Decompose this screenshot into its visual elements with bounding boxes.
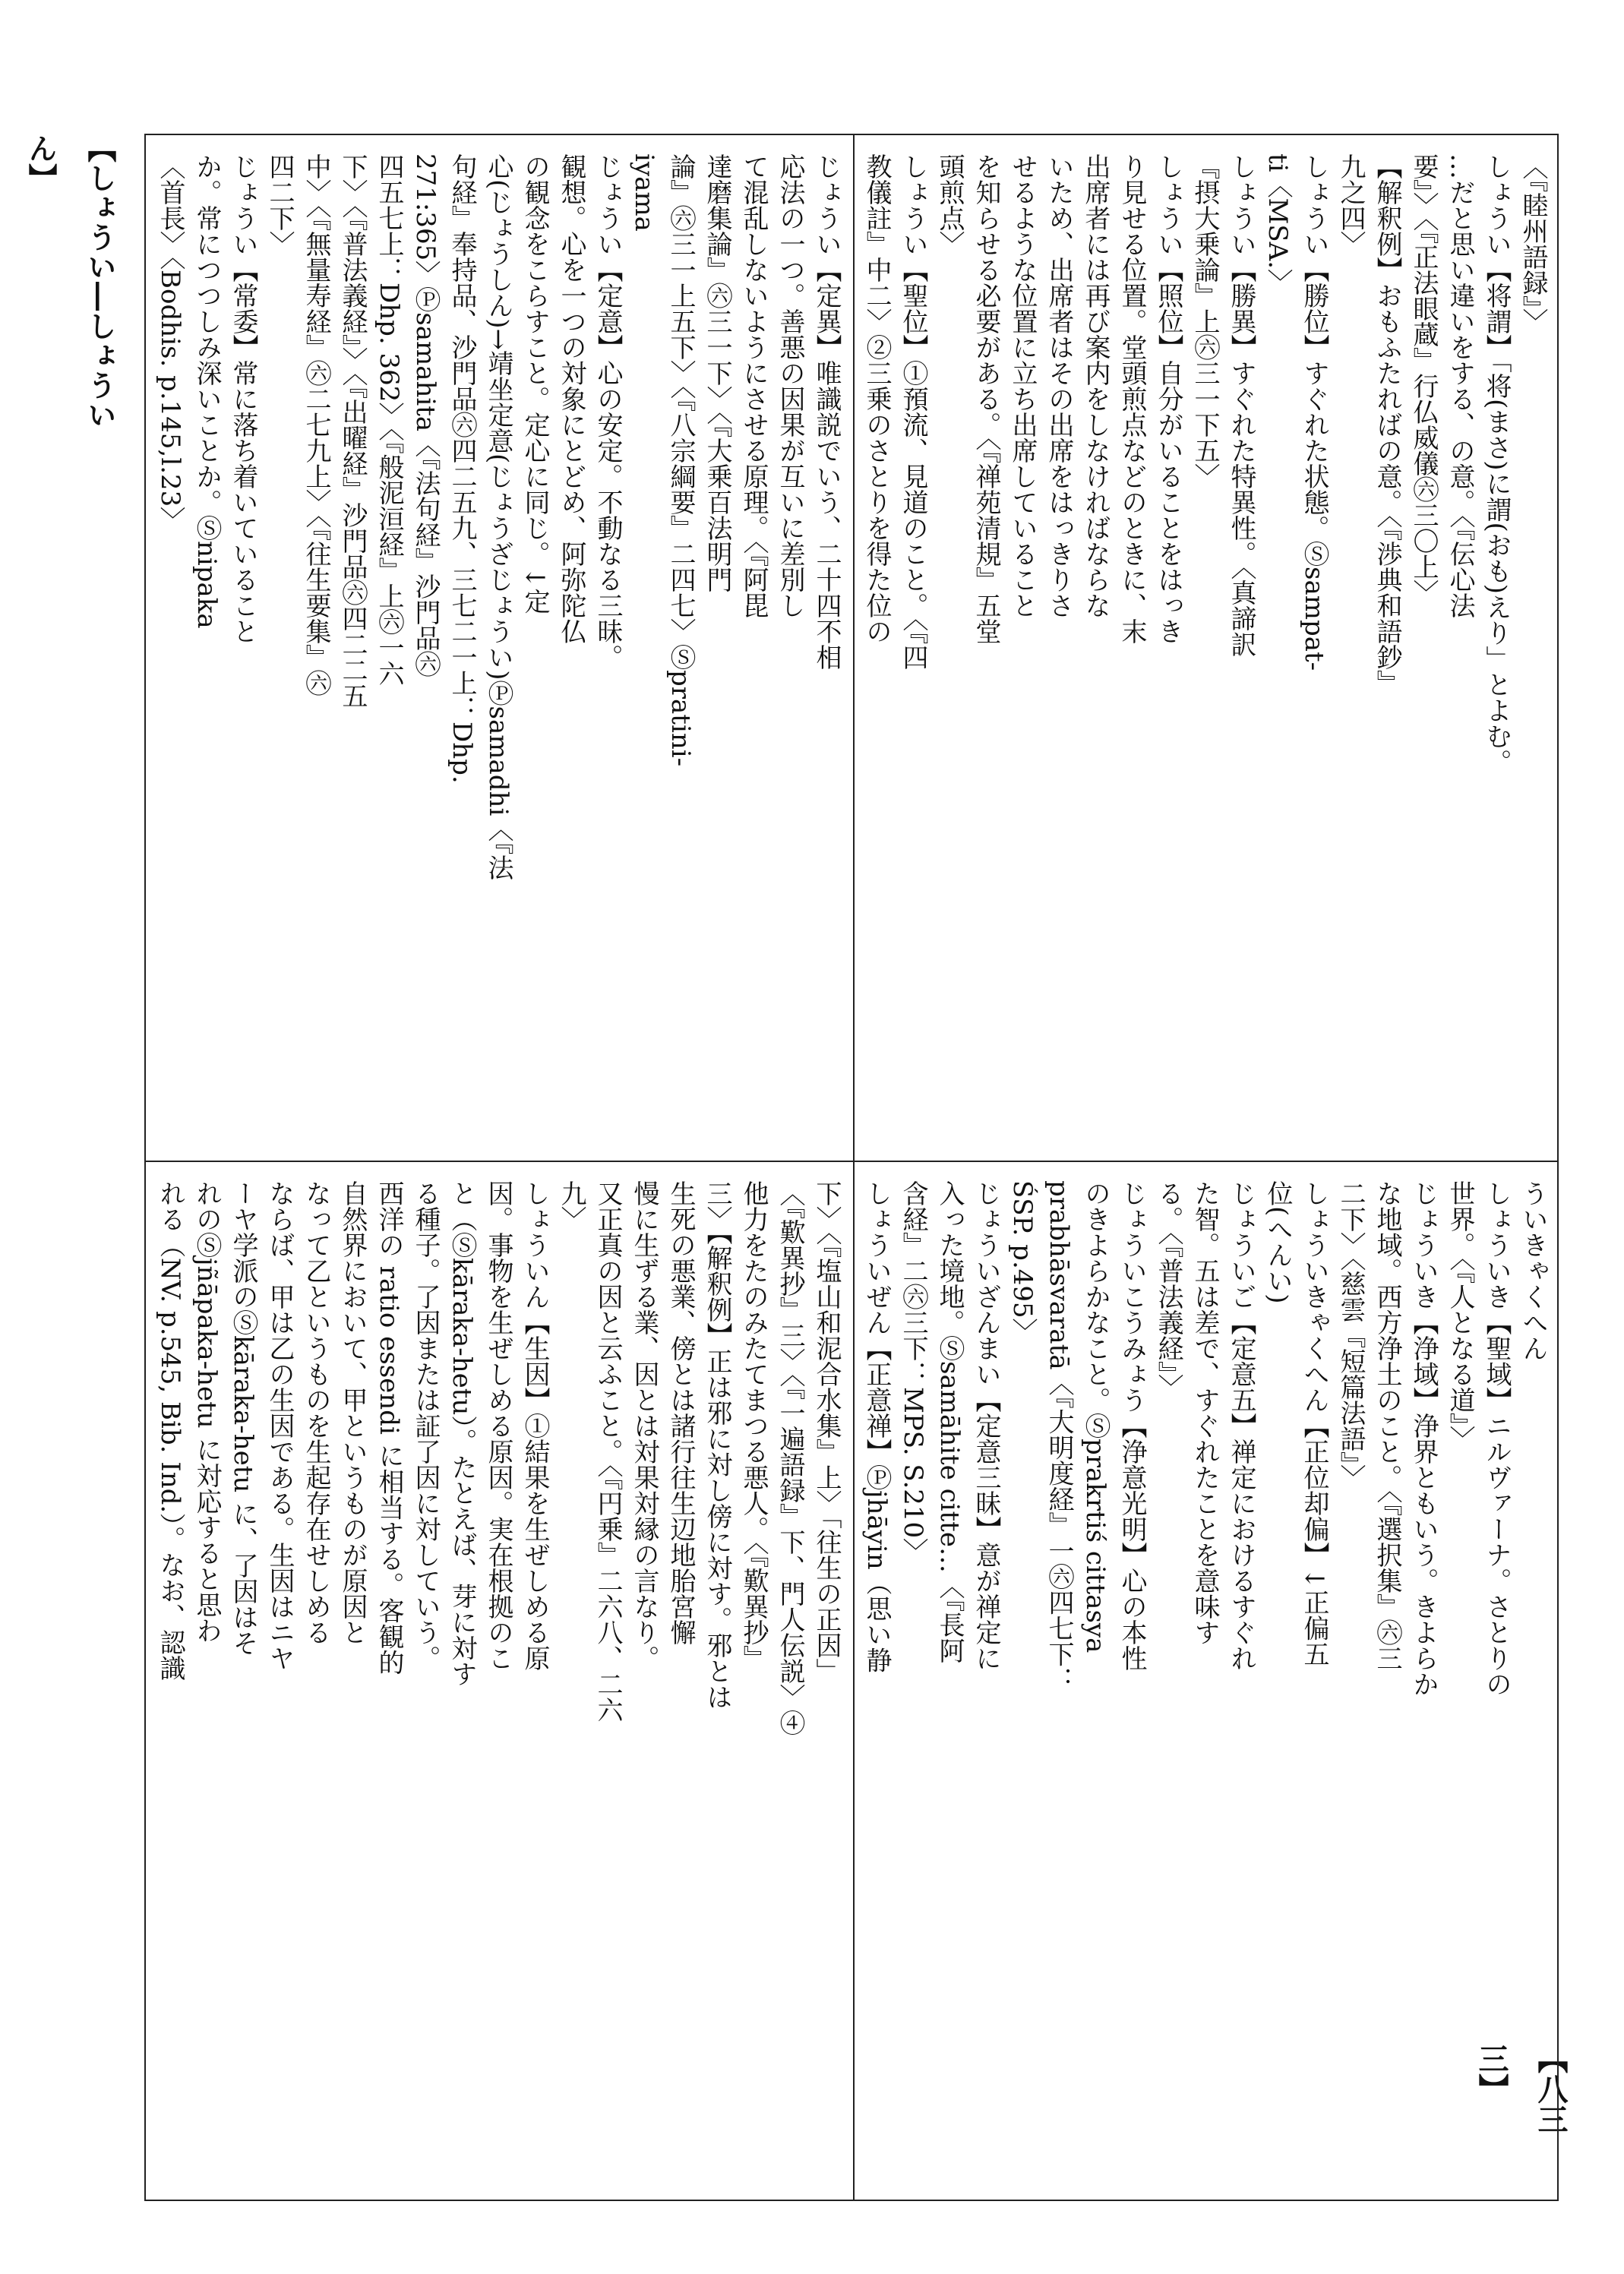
entry-line: 世界。〈『人となる道』〉 bbox=[1445, 1180, 1475, 1451]
entry-line: ーヤ学派のⓈkāraka-hetu に、了因はそ bbox=[228, 1180, 258, 1657]
entry-line: 因。事物を生ぜしめる原因。実在根拠のこ bbox=[483, 1180, 513, 1671]
entry-line: 教儀註』中二〉②三乗のさとりを得た位の bbox=[861, 153, 892, 644]
entry-line: iyama bbox=[629, 153, 659, 232]
entry-line: 位(へんい) bbox=[1262, 1180, 1293, 1304]
entry-line: のきよらかなこと。Ⓢprakrtiś cittasya bbox=[1080, 1180, 1111, 1653]
tier-2 bbox=[153, 149, 845, 1145]
entry bbox=[931, 153, 1186, 1141]
entry bbox=[1259, 1180, 1332, 2189]
entry bbox=[1442, 1180, 1515, 2189]
entry-line: 達磨集論』㊅三一下〉〈『大乗百法明門 bbox=[702, 153, 732, 592]
entry-line: 二下〉〈慈雲『短篇法語』〉 bbox=[1335, 1180, 1366, 1490]
entry-headline: じょうい【定意】心の安定。不動なる三昧。 bbox=[592, 153, 623, 670]
entry bbox=[1004, 1180, 1150, 2189]
entry-headline: しょうい【勝異】すぐれた特異性。〈真諦訳 bbox=[1226, 153, 1256, 657]
entry-line: 三〉【解釈例】正は邪に対し傍に対す。邪とは bbox=[702, 1180, 732, 1710]
entry bbox=[153, 153, 261, 1141]
entry-line: いため、出席者はその出席をはっきりさ bbox=[1044, 153, 1074, 618]
entry bbox=[1186, 153, 1259, 1141]
entry bbox=[1332, 153, 1551, 1141]
entry-line: 〈首長〉〈Bodhis. p.145,l.23〉 bbox=[155, 153, 185, 533]
entry-line: る種子。了因または証了因に対していう。 bbox=[410, 1180, 441, 1671]
entry-headline: しょうい【勝位】すぐれた状態。Ⓢsampat- bbox=[1299, 153, 1329, 671]
entry-line: 要』〉〈『正法眼蔵』行仏威儀㊅三〇上〉 bbox=[1408, 153, 1439, 605]
entry-line: れる（NV. p.545, Bib. Ind.）。なお、認識 bbox=[155, 1180, 185, 1682]
entry-line: り見せる位置。堂頭煎点などのときに、末 bbox=[1117, 153, 1147, 644]
entry-headline: しょういぜん【正意禅】Ⓟjhāyin（思い静 bbox=[861, 1180, 892, 1673]
entry-line: と（Ⓢkāraka-hetu）。たとえば、芽に対す bbox=[447, 1180, 477, 1687]
entry-line: 中〉〈『無量寿経』㊅二七九上〉〈『往生要集』㊅ bbox=[301, 153, 331, 696]
entry-line: 九之四〉 bbox=[1335, 153, 1366, 257]
entry-line: 心(じょうしん)→靖坐定意(じょうざじょうい)Ⓟsamadhi〈『法 bbox=[483, 153, 513, 881]
entry-headline: しょういきゃくへん【正位却偏】↓正偏五 bbox=[1299, 1180, 1329, 1667]
entry bbox=[1515, 1180, 1551, 2189]
entry-headline: じょうい【常委】常に落ち着いていること bbox=[228, 153, 258, 644]
entry-line: 下〉〈『普法義経』〉〈『出曜経』沙門品㊅四二二五 bbox=[337, 153, 368, 709]
entry bbox=[860, 153, 931, 1141]
entry-line: しょうい【将謂】「将(まさ)に謂(おも)えり」とよむ。 bbox=[1481, 153, 1512, 775]
entry bbox=[895, 1180, 1004, 2189]
entry-line: せるような位置に立ち出席していること bbox=[1007, 153, 1038, 618]
entry-headline: しょうい【照位】自分がいることをはっき bbox=[1153, 153, 1183, 644]
entry-headline: じょういご【定意五】禅定におけるすぐれ bbox=[1226, 1180, 1256, 1671]
entry-line: …だと思い違いをする、の意。〈『伝心法 bbox=[1445, 153, 1475, 618]
entry bbox=[1150, 1180, 1259, 2189]
tier-4 bbox=[153, 1176, 845, 2193]
entry bbox=[860, 1180, 895, 2189]
entry-line: なって乙というものを生起存在せしめる bbox=[301, 1180, 331, 1645]
entry-line: 頭煎点〉 bbox=[934, 153, 965, 257]
entry-headline: じょういこうみょう【浄意光明】心の本性 bbox=[1117, 1180, 1147, 1671]
tier-1 bbox=[860, 149, 1551, 1145]
entry-line: ならば、甲は乙の生因である。生因はニヤ bbox=[264, 1180, 295, 1671]
entry-headline: しょういき【聖域】ニルヴァーナ。さとりの bbox=[1481, 1180, 1512, 1697]
entry-line: 自然界において、甲というものが原因と bbox=[337, 1180, 368, 1645]
entry-line: 含経』二㊅三下：MPS. S.210〉 bbox=[898, 1180, 928, 1565]
entry-line: た智。五は差で、すぐれたことを意味す bbox=[1190, 1180, 1220, 1645]
entry-line: 四二下〉 bbox=[264, 153, 295, 257]
entry-line: prabhāsvaratā〈『大明度経』一㊅四七下： bbox=[1044, 1180, 1074, 1693]
entry bbox=[1332, 1180, 1442, 2189]
entry-line: 出席者には再び案内をしなければならな bbox=[1080, 153, 1111, 618]
entry-line: を知らせる必要がある。〈『禅苑清規』五堂 bbox=[971, 153, 1001, 644]
entry-line: 慢に生ずる業、因とは対果対縁の言なり。 bbox=[629, 1180, 659, 1671]
tier-3 bbox=[860, 1176, 1551, 2193]
entry-line: 四五七上：Dhp. 362〉〈『般泥洹経』上㊅一六 bbox=[374, 153, 404, 687]
entry-line: れのⓈjñāpaka-hetu に対応すると思わ bbox=[191, 1180, 222, 1644]
running-head: 【しょうい―しょういん】 bbox=[24, 134, 117, 430]
entry-line: 西洋の ratio essendi に相当する。客観的 bbox=[374, 1180, 404, 1675]
entry-line: か。常につつしみ深いことか。Ⓢnipaka bbox=[191, 153, 222, 629]
entry-line: ti〈MSA.〉 bbox=[1262, 153, 1293, 295]
entry-line: な地域。西方浄土のこと。〈『選択集』㊅三 bbox=[1372, 1180, 1402, 1671]
entry-line: 他力をたのみたてまつる悪人。〈『歎異抄』 bbox=[738, 1180, 769, 1671]
entry-line: 【解釈例】おもふたればの意。〈『渉典和語鈔』 bbox=[1372, 153, 1402, 696]
entry-headline: じょういき【浄域】浄界ともいう。きよらか bbox=[1408, 1180, 1439, 1697]
entry-line: 応法の一つ。善悪の因果が互いに差別し bbox=[775, 153, 805, 618]
entry-headline: しょうい【聖位】①預流、見道のこと。〈『四 bbox=[898, 153, 928, 670]
entry-headline: しょういん【生因】①結果を生ぜしめる原 bbox=[520, 1180, 550, 1671]
column-divider bbox=[853, 135, 855, 2200]
entry-headline: ういきゃくへん bbox=[1518, 1180, 1548, 1361]
entry bbox=[553, 1180, 845, 2189]
entry-line: 観想。心を一つの対象にとどめ、阿弥陀仏 bbox=[556, 153, 586, 644]
entry-headline: 〈『睦州語録』〉 bbox=[1518, 153, 1548, 334]
entry-line: 又正真の因と云ふこと。〈『円乗』二六八、二六 bbox=[592, 1180, 623, 1723]
entry-headline: 下〉〈『塩山和泥合水集』上〉「往生の正因」 bbox=[811, 1180, 842, 1684]
entry-line: 271:365〉Ⓟsamahita〈『法句経』沙門品㊅ bbox=[410, 153, 441, 677]
entry-line: る。〈『普法義経』〉 bbox=[1153, 1180, 1183, 1400]
entry-line: 論』㊅三一上五下〉〈『八宗綱要』二四七〉Ⓢpratini- bbox=[665, 153, 696, 767]
entry-line: て混乱しないようにさせる原理。〈『阿毘 bbox=[738, 153, 769, 618]
page-number: 【八三三】 bbox=[1474, 2043, 1569, 2134]
entry-line: 生死の悪業、傍とは諸行往生辺地胎宮懈 bbox=[665, 1180, 696, 1645]
entry bbox=[1259, 153, 1332, 1141]
entry bbox=[153, 1180, 553, 2189]
entry-line: 九〉 bbox=[556, 1180, 586, 1232]
tier-divider bbox=[144, 1161, 1559, 1162]
entry-line: 〈『歎異抄』三〉〈『一遍語録』下、門人伝説〉④ bbox=[775, 1180, 805, 1736]
entry-headline: じょうい【定異】唯識説でいう、二十四不相 bbox=[811, 153, 842, 670]
entry-line: 入った境地。Ⓢsamāhite citte…〈『長阿 bbox=[934, 1180, 965, 1663]
entry bbox=[626, 153, 845, 1141]
entry-line: 句経』奉持品、沙門品㊅四二五九、三七二一上：Dhp. bbox=[447, 153, 477, 784]
entry-line: の観念をこらすこと。定心に同じ。↓定 bbox=[520, 153, 550, 614]
entry-line: ŚSP. p.495〉 bbox=[1007, 1180, 1038, 1344]
entry-line: 『摂大乗論』上㊅三一下五〉 bbox=[1190, 153, 1220, 489]
entry-headline: じょういざんまい【定意三昧】意が禅定に bbox=[971, 1180, 1001, 1671]
entry bbox=[261, 153, 626, 1141]
